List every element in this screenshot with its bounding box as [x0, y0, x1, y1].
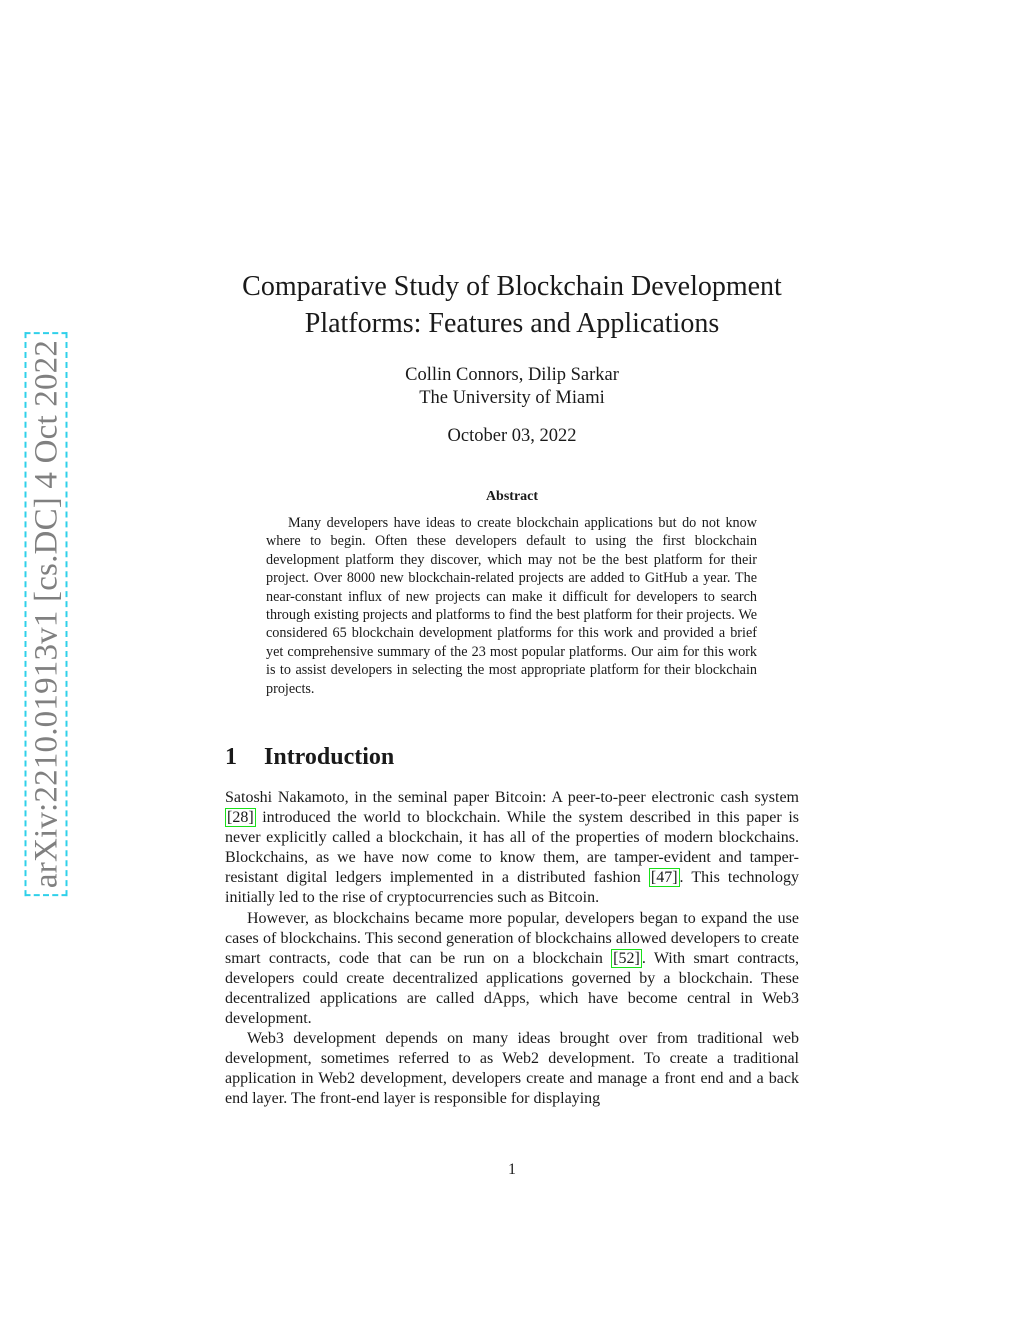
introduction-body [225, 788, 799, 1110]
citation-link[interactable]: [47] [650, 869, 678, 887]
citation-link[interactable]: [28] [227, 809, 254, 827]
section-heading-introduction [225, 744, 394, 771]
authors: Collin Connors, Dilip Sarkar [405, 365, 619, 385]
paper-title [200, 268, 824, 342]
page-number: 1 [508, 1161, 516, 1178]
paragraph-1-text-a: Satoshi Nakamoto, in the seminal paper Bitcoin: A peer-to-peer electronic cash system [225, 789, 799, 806]
abstract-heading: Abstract [485, 489, 539, 504]
paragraph-1-text-b: introduced the world to blockchain. While the system described in this paper is never explicitly called a blockchain, it has all of the properties of modern blockchains. Blockchains, as we have now come to know them, are tamper-evident and tamper-resistant digital ledgers implemented in a distributed fashion [225, 809, 799, 887]
affiliation: The University of Miami [419, 388, 605, 408]
title-line-1: Comparative Study of Blockchain Development [242, 271, 782, 302]
section-number: 1 [225, 744, 237, 770]
abstract-text: Many developers have ideas to create blockchain applications but do not know where to begin. Often these developers default to using the first blockchain development platform they discover, which may not be the best platform for their project. Over 8000 new blockchain-related projects are added to GitHub a year. The near-constant influx of new projects can make it difficult for developers to search through existing projects and platforms to find the best platform for their projects. We considered 65 blockchain development platforms for this work and provided a brief yet comprehensive summary of the 23 most popular platforms. Our aim for this work is to assist developers in selecting the most appropriate platform for their blockchain projects. [266, 515, 757, 697]
author-block [200, 364, 824, 410]
paragraph-3: Web3 development depends on many ideas brought over from traditional web development, sometimes referred to as Web2 development. To create a traditional application in Web2 development, developers create and manage a front end and a back end layer. The front-end layer is responsible for displaying [225, 1030, 799, 1108]
publication-date: October 03, 2022 [447, 426, 577, 446]
title-line-2: Platforms: Features and Applications [304, 308, 720, 339]
paragraph-1 [225, 788, 799, 909]
section-title: Introduction [264, 744, 395, 770]
arxiv-identifier-stamp[interactable]: arXiv:2210.01913v1 [cs.DC] 4 Oct 2022 [25, 332, 68, 896]
paragraph-2-text-a: However, as blockchains became more popular, developers began to expand the use cases of blockchains. This second generation of blockchains allowed developers to create smart contracts, code that can be run on a blockchain [225, 909, 799, 967]
paragraph-1-text-c: . This technology initially led to the rise of cryptocurrencies such as Bitcoin. [225, 869, 799, 907]
paragraph-2 [225, 909, 799, 1030]
paragraph-2-text-b: . With smart contracts, developers could create decentralized applications governed by a blockchain. These decentralized applications are called dApps, which have become central in Web3 development. [225, 949, 800, 1028]
citation-link[interactable]: [52] [613, 949, 640, 967]
